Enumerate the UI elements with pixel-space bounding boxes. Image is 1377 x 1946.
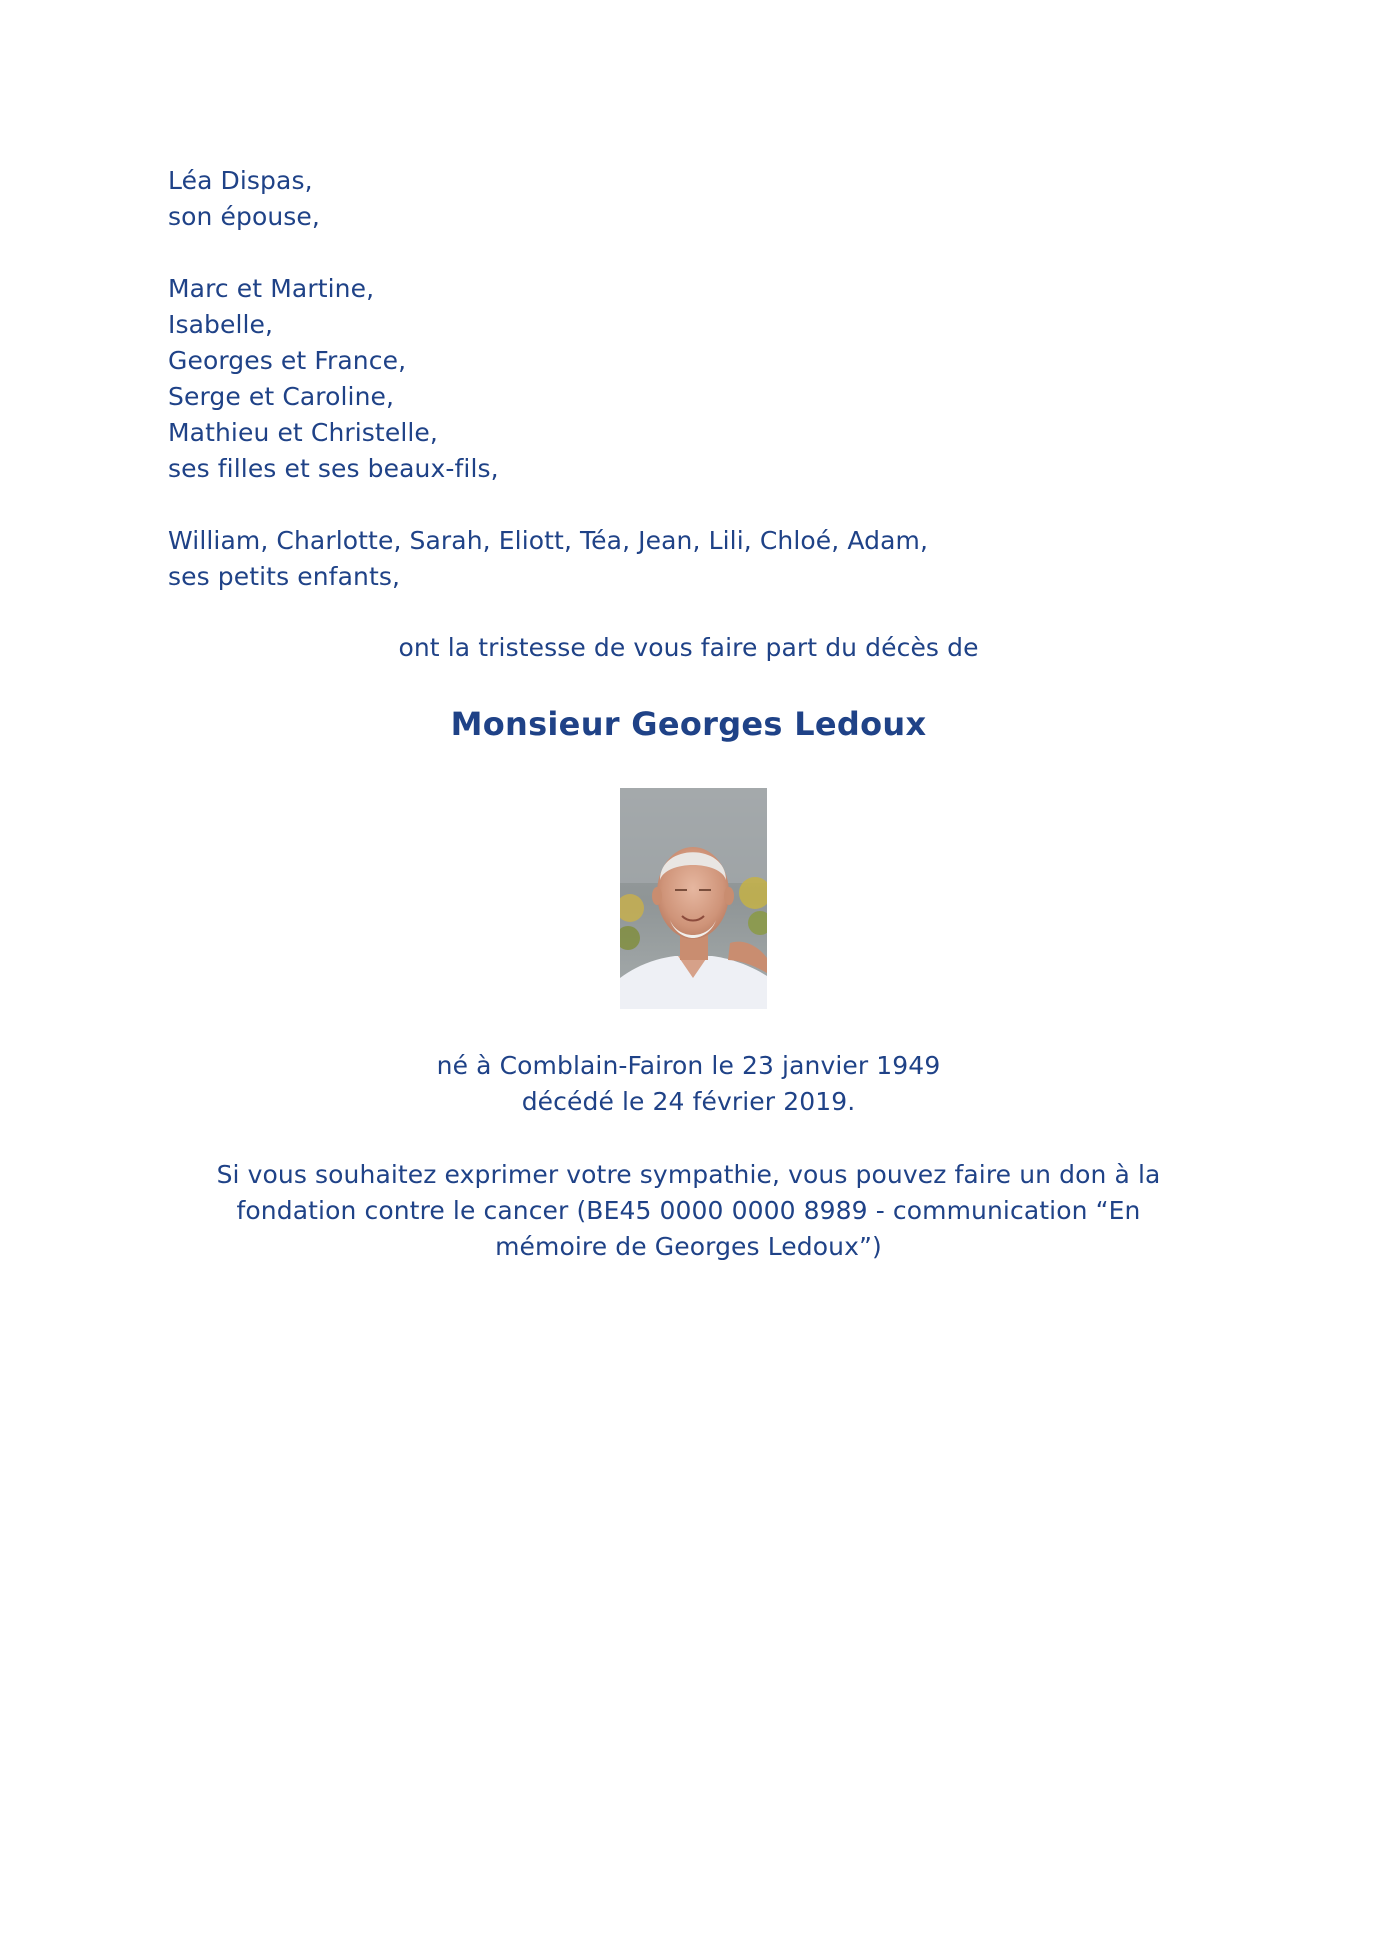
intro-text: ont la tristesse de vous faire part du décès de <box>398 633 979 662</box>
donation-line: mémoire de Georges Ledoux”) <box>495 1232 882 1261</box>
spacer <box>168 235 1168 271</box>
donation-note <box>0 1157 1377 1265</box>
death-info: décédé le 24 février 2019. <box>521 1087 856 1116</box>
children-role: ses filles et ses beaux-fils, <box>168 454 499 483</box>
child-entry: Isabelle, <box>168 310 274 339</box>
donation-line: Si vous souhaitez exprimer votre sympathie, vous pouvez faire un don à la <box>216 1160 1161 1189</box>
grandchildren-role: ses petits enfants, <box>168 562 401 591</box>
birth-info: né à Comblain-Fairon le 23 janvier 1949 <box>436 1051 941 1080</box>
spacer <box>168 487 1168 523</box>
announcement-intro <box>0 630 1377 666</box>
portrait-photo <box>620 788 767 1009</box>
donation-line: fondation contre le cancer (BE45 0000 0000 8989 - communication “En <box>236 1196 1141 1225</box>
deceased-name: Monsieur Georges Ledoux <box>450 705 927 743</box>
family-list <box>168 163 1168 595</box>
spouse-name: Léa Dispas, <box>168 166 313 195</box>
life-dates <box>0 1048 1377 1120</box>
grandchildren-names: William, Charlotte, Sarah, Eliott, Téa, Jean, Lili, Chloé, Adam, <box>168 526 929 555</box>
child-entry: Marc et Martine, <box>168 274 375 303</box>
spouse-role: son épouse, <box>168 202 320 231</box>
portrait-image <box>620 788 767 1009</box>
child-entry: Georges et France, <box>168 346 407 375</box>
child-entry: Mathieu et Christelle, <box>168 418 438 447</box>
child-entry: Serge et Caroline, <box>168 382 395 411</box>
